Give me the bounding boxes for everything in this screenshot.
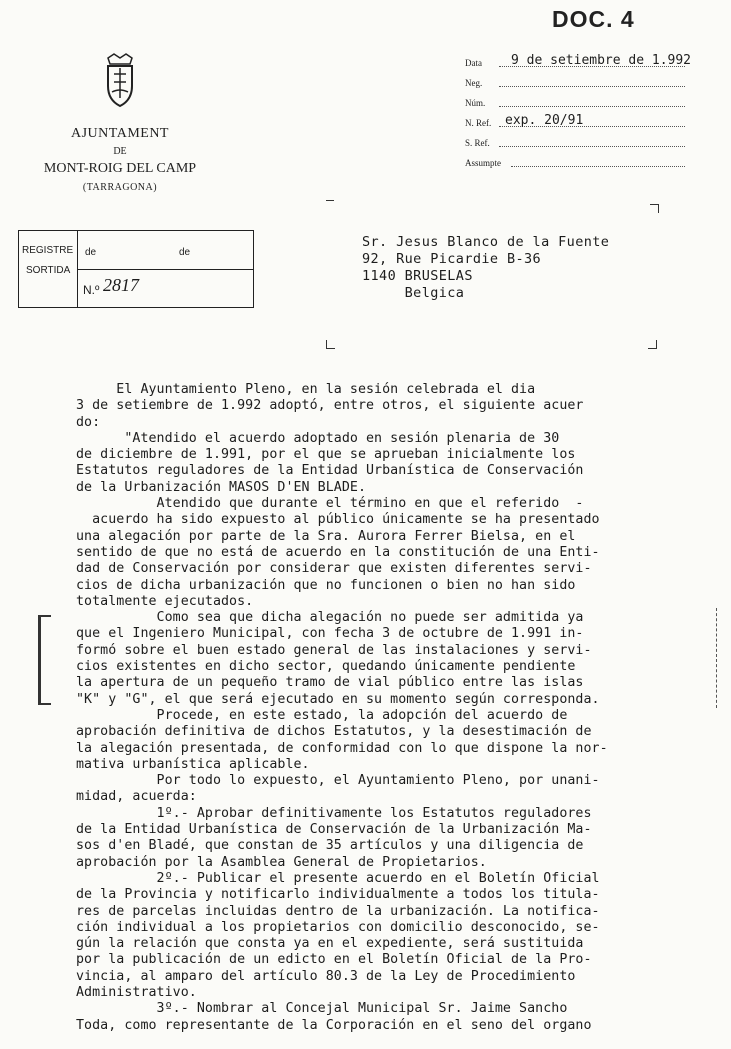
body-line: ción individual a los propietarios con domicilio desconocido, se- [76, 919, 600, 935]
body-line: Estatutos reguladores de la Entidad Urbanística de Conservación [76, 463, 584, 479]
registry-num-value: 2817 [103, 275, 139, 295]
body-line: 3º.- Nombrar al Concejal Municipal Sr. Jaime Sancho [76, 1001, 568, 1017]
window-corner-tr [650, 204, 659, 213]
doc-label: DOC. 4 [552, 6, 635, 32]
body-line: Como sea que dicha alegación no puede ser admitida ya [76, 610, 584, 626]
body-line: formó sobre el buen estado general de las instalaciones y servi- [76, 642, 592, 658]
margin-bracket-left [38, 615, 51, 705]
body-line: la apertura de un pequeño tramo de vial público entre las islas [76, 675, 584, 691]
registry-label2: SORTIDA [26, 265, 71, 276]
body-line: una alegación por parte de la Sra. Aurora Ferrer Bielsa, en el [76, 528, 576, 544]
body-line: aprobación por la Asamblea General de Propietarios. [76, 854, 487, 870]
body-line: de la Urbanización MASOS D'EN BLADE. [76, 479, 366, 495]
num-label: Núm. [465, 98, 486, 108]
recipient-line1: Sr. Jesus Blanco de la Fuente [362, 234, 610, 250]
body-line: acuerdo ha sido expuesto al público únicamente se ha presentado [76, 512, 600, 528]
body-line: vincia, al amparo del artículo 80.3 de la Ley de Procedimiento [76, 968, 576, 984]
meta-row-data [465, 50, 715, 70]
registry-stamp [18, 230, 254, 308]
organization-header [30, 126, 210, 193]
window-corner-bl [326, 340, 335, 349]
body-line: sos d'en Bladé, que constan de 35 artículos y una diligencia de [76, 838, 584, 854]
meta-row-neg [465, 70, 715, 90]
org-name-line2: DE [113, 146, 127, 157]
org-name-line3: MONT-ROIG DEL CAMP [43, 161, 197, 176]
body-line: 1º.- Aprobar definitivamente los Estatutos reguladores [76, 805, 592, 821]
body-line: cios de dicha urbanización que no funcionen o bien no han sido [76, 577, 576, 593]
body-line: Toda, como representante de la Corporación en el seno del organo [76, 1017, 592, 1033]
body-line: El Ayuntamiento Pleno, en la sesión celebrada el dia [76, 382, 536, 397]
window-corner-br [648, 340, 657, 349]
meta-row-num [465, 90, 715, 110]
registry-divider [77, 269, 253, 270]
body-line: res de parcelas incluidas dentro de la urbanización. La notifica- [76, 903, 600, 919]
body-line: Atendido que durante el término en que el referido - [76, 496, 584, 512]
body-line: midad, acuerda: [76, 789, 197, 805]
body-line: que el Ingeniero Municipal, con fecha 3 de octubre de 1.991 in- [76, 626, 584, 642]
body-line: 2º.- Publicar el presente acuerdo en el Boletín Oficial [76, 870, 600, 886]
recipient-address [362, 234, 609, 302]
sref-label: S. Ref. [465, 138, 490, 148]
letter-body [76, 382, 720, 1034]
body-line: sentido de que no está de acuerdo en la constitución de una Enti- [76, 544, 600, 560]
window-corner-tl [326, 200, 334, 209]
body-line: "K" y "G", el que será ejecutado en su momento según corresponda. [76, 691, 600, 707]
body-line: 3 de setiembre de 1.992 adoptó, entre otros, el siguiente acuer [76, 398, 584, 414]
body-line: "Atendido el acuerdo adoptado en sesión plenaria de 30 [76, 430, 560, 446]
nref-label: N. Ref. [465, 118, 492, 128]
data-label: Data [465, 58, 482, 68]
meta-row-nref [465, 110, 715, 130]
coat-of-arms-icon [100, 52, 140, 108]
registry-num-label: N.º [83, 283, 100, 297]
body-line: Administrativo. [76, 984, 197, 1000]
body-line: la alegación presentada, de conformidad con lo que dispone la nor- [76, 740, 608, 756]
body-line: gún la relación que consta ya en el expediente, será sustituida [76, 936, 584, 952]
reference-block [465, 50, 715, 170]
recipient-line3: 1140 BRUSELAS [362, 268, 473, 284]
body-line: Por todo lo expuesto, el Ayuntamiento Pleno, por unani- [76, 773, 600, 789]
data-value: 9 de setiembre de 1.992 [511, 53, 692, 68]
body-line: Procede, en este estado, la adopción del acuerdo de [76, 707, 568, 723]
body-line: mativa urbanística aplicable. [76, 756, 310, 772]
nref-value: exp. 20/91 [505, 113, 584, 128]
registry-de2: de [179, 247, 191, 258]
body-line: cios existentes en dicho sector, quedando únicamente pendiente [76, 659, 576, 675]
org-province: (TARRAGONA) [82, 182, 158, 193]
registry-label-cell [19, 231, 78, 307]
body-line: dad de Conservación por considerar que existen diferentes servi- [76, 561, 592, 577]
body-line: do: [76, 414, 101, 430]
meta-row-assumpte [465, 150, 715, 170]
recipient-line2: 92, Rue Picardie B-36 [362, 251, 542, 267]
registry-label1: REGISTRE [22, 245, 74, 256]
org-name-line1: AJUNTAMENT [71, 126, 169, 141]
neg-label: Neg. [465, 78, 483, 88]
assumpte-label: Assumpte [465, 158, 501, 168]
body-line: por la publicación de un edicto en el Boletín Oficial de la Pro- [76, 952, 592, 968]
meta-row-sref [465, 130, 715, 150]
body-line: de la Entidad Urbanística de Conservación de la Urbanización Ma- [76, 822, 592, 838]
body-line: de diciembre de 1.991, por el que se aprueban inicialmente los [76, 447, 576, 463]
body-line: aprobación definitiva de dichos Estatutos, y la desestimación de [76, 724, 592, 740]
body-line: de la Provincia y notificarlo individualmente a todos los titula- [76, 887, 600, 903]
registry-de1: de [85, 247, 97, 258]
recipient-line4: Belgica [362, 285, 465, 301]
body-line: totalmente ejecutados. [76, 593, 254, 609]
